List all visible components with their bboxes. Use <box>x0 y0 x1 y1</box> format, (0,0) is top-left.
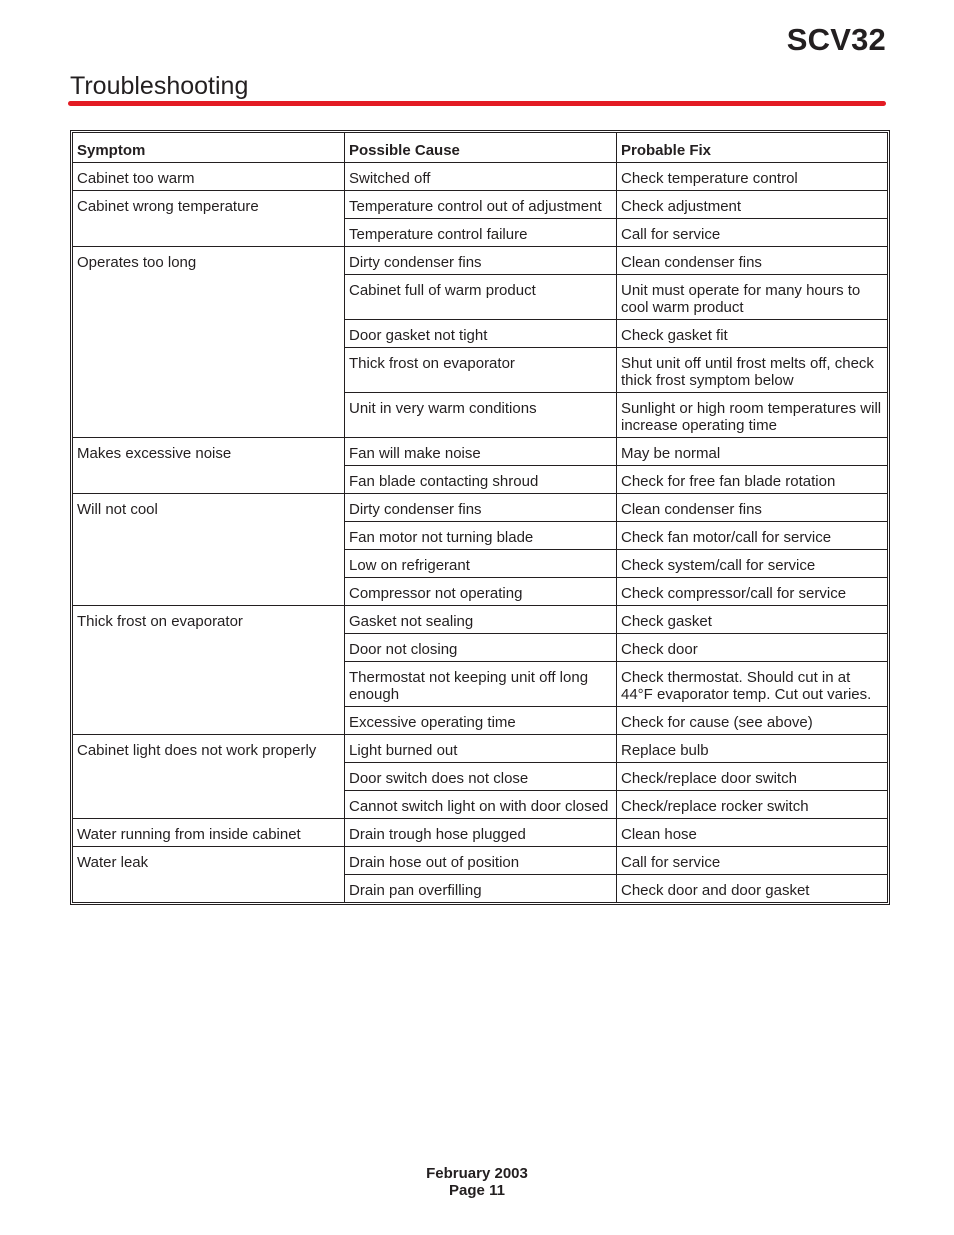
cause-cell: Cannot switch light on with door closed <box>345 791 617 819</box>
cause-cell: Unit in very warm conditions <box>345 393 617 438</box>
fix-cell: Replace bulb <box>617 735 888 763</box>
symptom-cell: Water leak <box>73 847 345 903</box>
cause-cell: Fan motor not turning blade <box>345 522 617 550</box>
table-body <box>73 163 888 903</box>
cause-cell: Door gasket not tight <box>345 320 617 348</box>
table-header-row <box>73 133 888 163</box>
fix-cell: Check fan motor/call for service <box>617 522 888 550</box>
fix-cell: Check gasket fit <box>617 320 888 348</box>
fix-cell: Sunlight or high room temperatures will increase operating time <box>617 393 888 438</box>
cause-cell: Door switch does not close <box>345 763 617 791</box>
table-row <box>73 494 888 522</box>
fix-cell: Check gasket <box>617 606 888 634</box>
fix-cell: Check/replace door switch <box>617 763 888 791</box>
fix-cell: Call for service <box>617 219 888 247</box>
troubleshooting-table-frame <box>70 130 890 905</box>
fix-cell: Check compressor/call for service <box>617 578 888 606</box>
column-header-symptom: Symptom <box>73 133 345 163</box>
fix-cell: Clean condenser fins <box>617 247 888 275</box>
table-row <box>73 163 888 191</box>
cause-cell: Dirty condenser fins <box>345 494 617 522</box>
symptom-cell: Water running from inside cabinet <box>73 819 345 847</box>
cause-cell: Thick frost on evaporator <box>345 348 617 393</box>
fix-cell: Check door and door gasket <box>617 875 888 903</box>
cause-cell: Compressor not operating <box>345 578 617 606</box>
header-divider <box>68 101 886 106</box>
cause-cell: Cabinet full of warm product <box>345 275 617 320</box>
table-row <box>73 191 888 219</box>
cause-cell: Drain pan overfilling <box>345 875 617 903</box>
fix-cell: Call for service <box>617 847 888 875</box>
table-row <box>73 247 888 275</box>
cause-cell: Low on refrigerant <box>345 550 617 578</box>
table-row <box>73 819 888 847</box>
symptom-cell: Will not cool <box>73 494 345 606</box>
fix-cell: Check door <box>617 634 888 662</box>
fix-cell: Check for free fan blade rotation <box>617 466 888 494</box>
section-title: Troubleshooting <box>70 72 249 100</box>
cause-cell: Thermostat not keeping unit off long enough <box>345 662 617 707</box>
table-row <box>73 438 888 466</box>
table-row <box>73 735 888 763</box>
cause-cell: Door not closing <box>345 634 617 662</box>
table-row <box>73 606 888 634</box>
fix-cell: Check adjustment <box>617 191 888 219</box>
symptom-cell: Makes excessive noise <box>73 438 345 494</box>
cause-cell: Drain trough hose plugged <box>345 819 617 847</box>
fix-cell: Check system/call for service <box>617 550 888 578</box>
symptom-cell: Operates too long <box>73 247 345 438</box>
symptom-cell: Cabinet light does not work properly <box>73 735 345 819</box>
model-number: SCV32 <box>786 22 886 57</box>
fix-cell: Unit must operate for many hours to cool warm product <box>617 275 888 320</box>
footer-page-number: Page 11 <box>449 1182 505 1199</box>
cause-cell: Dirty condenser fins <box>345 247 617 275</box>
footer-date: February 2003 <box>426 1165 528 1182</box>
fix-cell: Clean hose <box>617 819 888 847</box>
cause-cell: Excessive operating time <box>345 707 617 735</box>
table-row <box>73 847 888 875</box>
column-header-fix: Probable Fix <box>617 133 888 163</box>
symptom-cell: Cabinet too warm <box>73 163 345 191</box>
fix-cell: Check temperature control <box>617 163 888 191</box>
symptom-cell: Cabinet wrong temperature <box>73 191 345 247</box>
cause-cell: Fan will make noise <box>345 438 617 466</box>
fix-cell: Clean condenser fins <box>617 494 888 522</box>
fix-cell: Shut unit off until frost melts off, check thick frost symptom below <box>617 348 888 393</box>
cause-cell: Temperature control out of adjustment <box>345 191 617 219</box>
fix-cell: May be normal <box>617 438 888 466</box>
cause-cell: Light burned out <box>345 735 617 763</box>
cause-cell: Switched off <box>345 163 617 191</box>
cause-cell: Fan blade contacting shroud <box>345 466 617 494</box>
cause-cell: Temperature control failure <box>345 219 617 247</box>
symptom-cell: Thick frost on evaporator <box>73 606 345 735</box>
fix-cell: Check for cause (see above) <box>617 707 888 735</box>
troubleshooting-table <box>72 132 888 903</box>
fix-cell: Check/replace rocker switch <box>617 791 888 819</box>
page-footer <box>0 1165 954 1199</box>
fix-cell: Check thermostat. Should cut in at 44°F evaporator temp. Cut out varies. <box>617 662 888 707</box>
cause-cell: Gasket not sealing <box>345 606 617 634</box>
column-header-cause: Possible Cause <box>345 133 617 163</box>
cause-cell: Drain hose out of position <box>345 847 617 875</box>
